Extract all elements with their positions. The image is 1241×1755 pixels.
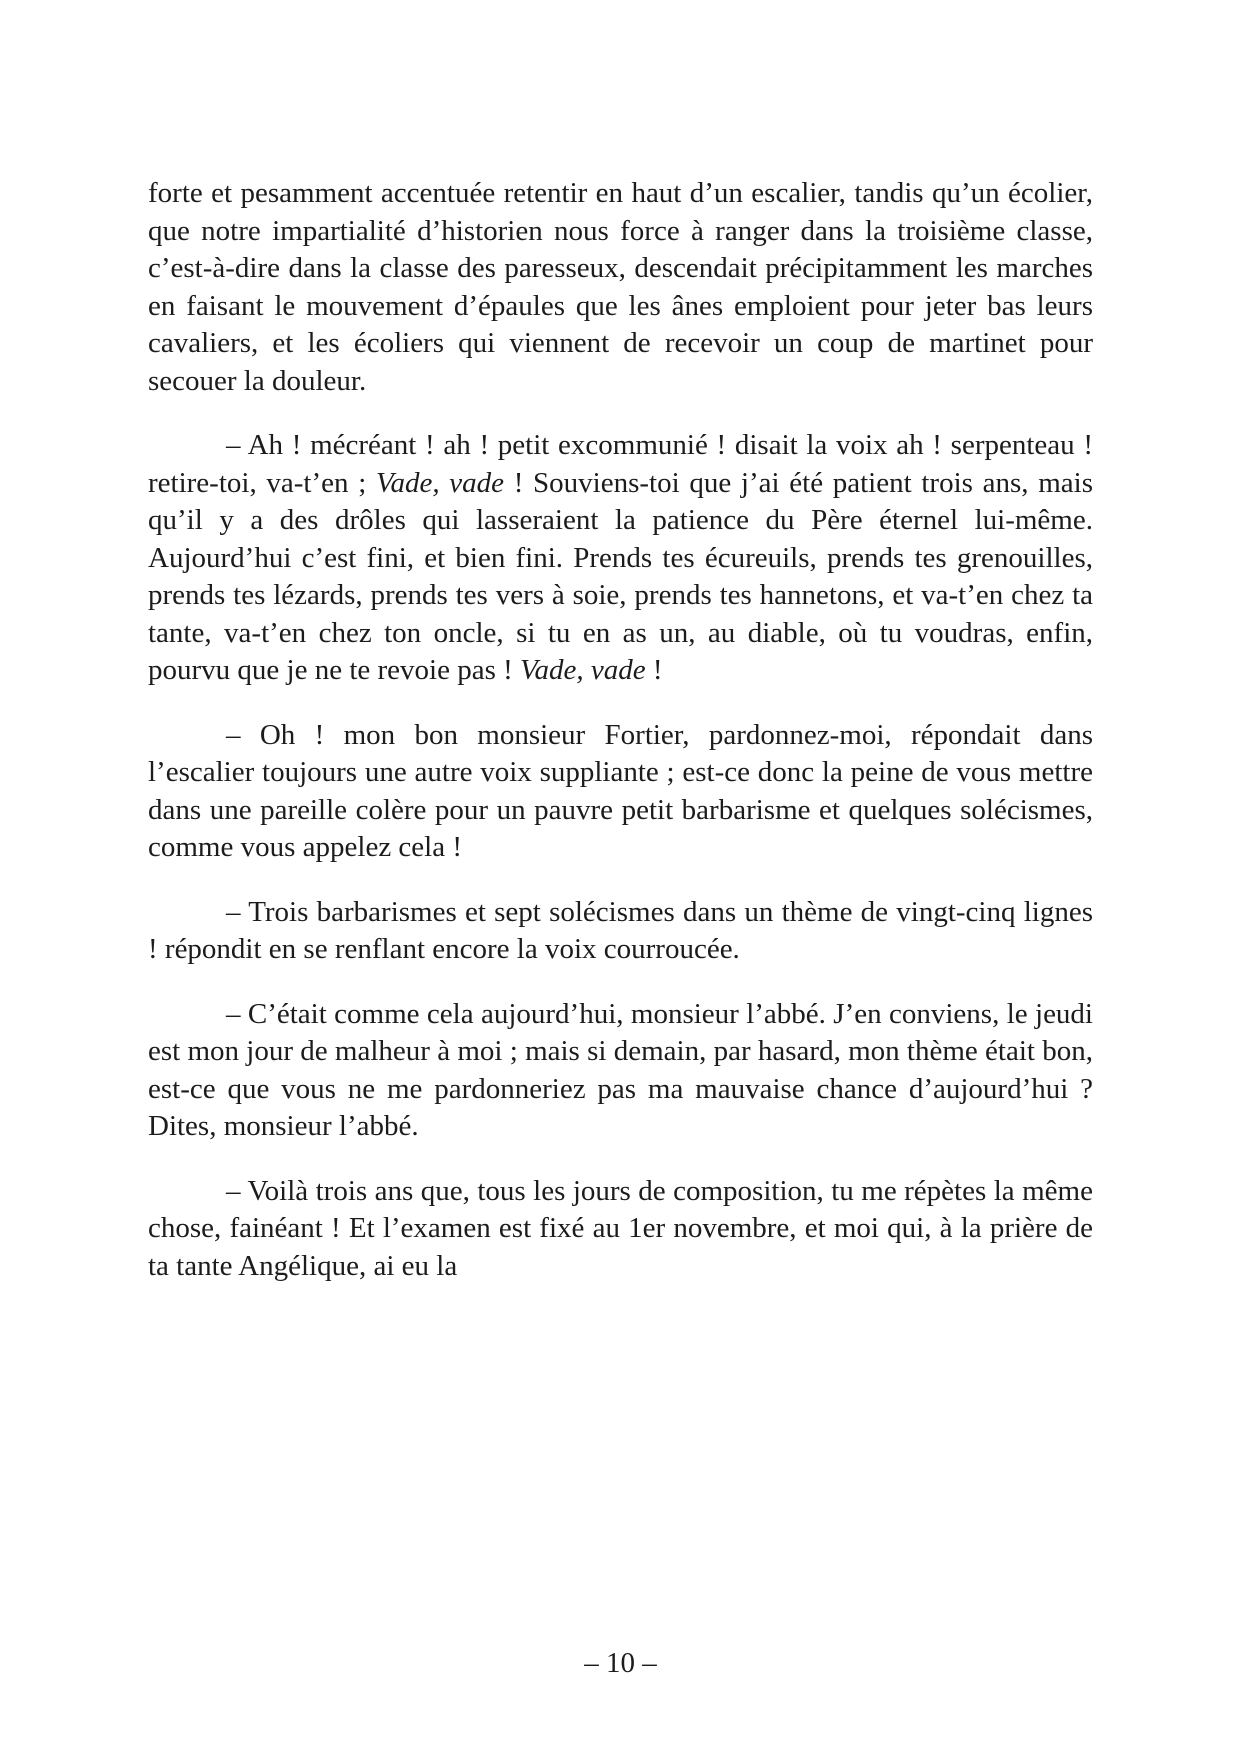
paragraph-text: – Voilà trois ans que, tous les jours de composition, tu me répètes la même chose, fainéant ! Et l’examen est fixé au 1er novembre, et moi qui, à la prière de ta tante Angélique, ai eu la: [148, 1174, 1093, 1282]
paragraph: [148, 1173, 1093, 1286]
paragraph: [148, 717, 1093, 867]
paragraph-text: !: [645, 654, 663, 686]
paragraph-text: – Ah ! mécréant ! ah ! petit excommunié ! disait la voix ah ! serpenteau ! retire-toi, va-t’en ;: [148, 429, 1093, 499]
page-body: [148, 175, 1093, 1285]
paragraph-text: – C’était comme cela aujourd’hui, monsieur l’abbé. J’en conviens, le jeudi est mon jour de malheur à moi ; mais si demain, par hasard, mon thème était bon, est-ce que vous ne me pardonneriez pas ma mauvaise chance d’aujourd’hui ? Dites, monsieur l’abbé.: [148, 997, 1093, 1142]
italic-latin-phrase: Vade, vade: [520, 654, 646, 686]
paragraph-text: ! Souviens-toi que j’ai été patient trois ans, mais qu’il y a des drôles qui lasseraient la patience du Père éternel lui-même. Aujourd’hui c’est fini, et bien fini. Prends tes écureuils, prends tes grenouilles, prends tes lézards, prends tes vers à soie, prends tes hannetons, et va-t’en chez ta tante, va-t’en chez ton oncle, si tu en as un, au diable, où tu voudras, enfin, pourvu que je ne te revoie pas !: [148, 466, 1093, 686]
paragraph-text: forte et pesamment accentuée retentir en haut d’un escalier, tandis qu’un écolier, que notre impartialité d’historien nous force à ranger dans la troisième classe, c’est-à-dire dans la classe des paresseux, descendait précipitamment les marches en faisant le mouvement d’épaules que les ânes emploient pour jeter bas leurs cavaliers, et les écoliers qui viennent de recevoir un coup de martinet pour secouer la douleur.: [148, 177, 1093, 397]
paragraph: [148, 427, 1093, 690]
paragraph: [148, 996, 1093, 1146]
paragraph: [148, 894, 1093, 969]
paragraph: [148, 175, 1093, 400]
paragraph-text: – Trois barbarismes et sept solécismes dans un thème de vingt-cinq lignes ! répondit en se renflant encore la voix courroucée.: [148, 895, 1093, 965]
italic-latin-phrase: Vade, vade: [375, 466, 505, 499]
paragraph-text: – Oh ! mon bon monsieur Fortier, pardonnez-moi, répondait dans l’escalier toujours une autre voix suppliante ; est-ce donc la peine de vous mettre dans une pareille colère pour un pauvre petit barbarisme et quelques solécismes, comme vous appelez cela !: [148, 718, 1093, 863]
page-number: – 10 –: [584, 1647, 657, 1679]
